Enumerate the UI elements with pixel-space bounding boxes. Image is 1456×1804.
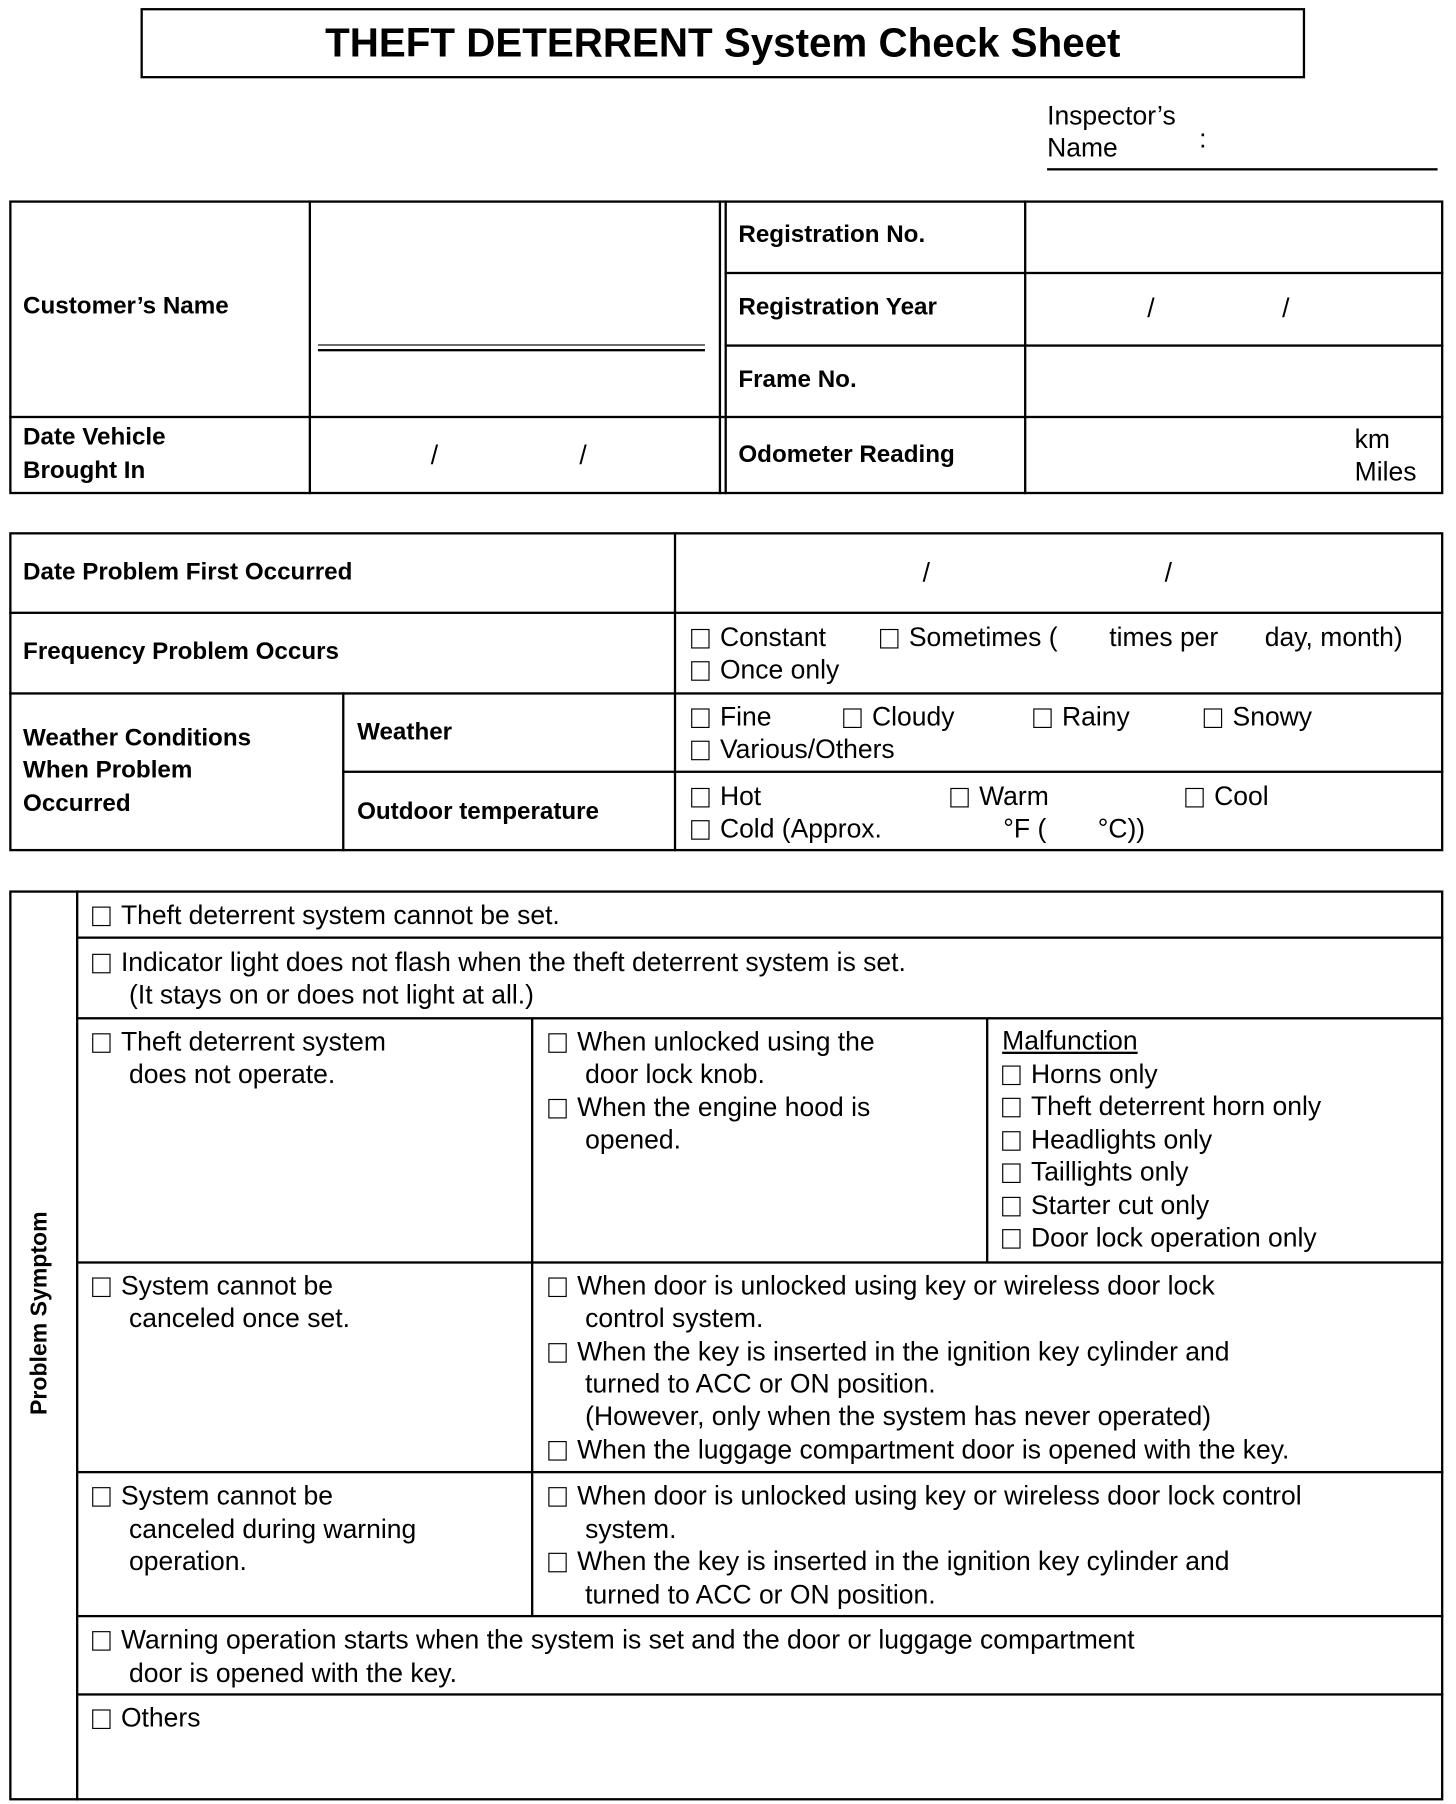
option-label: When the engine hood is [577, 1092, 871, 1122]
option-label: When door is unlocked using key or wireless door lock control [577, 1480, 1302, 1511]
option-label: System cannot be [120, 1270, 334, 1301]
malfunction-option[interactable] [1002, 1057, 1157, 1089]
option-cloudy[interactable] [843, 700, 954, 732]
checkbox[interactable] [548, 1487, 566, 1507]
deg-c-text: °C)) [1097, 813, 1146, 844]
outdoor-temp-label: Outdoor temperature [357, 798, 600, 825]
symptom-cannot-set[interactable] [92, 898, 560, 930]
checkbox[interactable] [950, 788, 968, 808]
option-label: Rainy [1062, 701, 1130, 732]
checkbox[interactable] [1002, 1163, 1020, 1183]
divider [9, 692, 1443, 694]
date-first-label: Date Problem First Occurred [23, 558, 353, 586]
option-label: When door is unlocked using key or wireless door lock [577, 1270, 1215, 1301]
weather-conditions-label: Weather Conditions [23, 724, 252, 752]
option-label-cont: opened. [585, 1124, 681, 1155]
frequency-label: Frequency Problem Occurs [23, 638, 339, 665]
option-cold[interactable] [691, 812, 882, 844]
option-label: Indicator light does not flash when the theft deterrent system is set. [120, 946, 906, 977]
date-brought-in-label: Date Vehicle [23, 423, 166, 451]
option-label-cont: turned to ACC or ON position. [585, 1368, 936, 1399]
option-label: Starter cut only [1030, 1189, 1210, 1220]
slash: / [922, 557, 931, 588]
option-ignition-warning[interactable] [548, 1545, 1229, 1577]
checkbox[interactable] [92, 1033, 110, 1053]
option-key-unlock[interactable] [548, 1269, 1214, 1301]
option-label: Taillights only [1030, 1156, 1189, 1187]
inspector-name-field[interactable] [1047, 168, 1437, 170]
registration-no-label: Registration No. [738, 221, 926, 248]
option-label-cont: door is opened with the key. [129, 1657, 457, 1688]
option-once[interactable] [691, 653, 839, 685]
checkbox[interactable] [548, 1099, 566, 1119]
checkbox[interactable] [548, 1277, 566, 1297]
divider [9, 416, 1443, 418]
symptom-warning-starts[interactable] [92, 1623, 1134, 1655]
option-warm[interactable] [950, 780, 1048, 812]
page-title: THEFT DETERRENT System Check Sheet [141, 8, 1306, 78]
option-label: Warning operation starts when the system is set and the door or luggage compartment [120, 1624, 1135, 1655]
option-label: Others [120, 1702, 201, 1733]
option-label-cont: (It stays on or does not light at all.) [129, 979, 534, 1010]
checkbox[interactable] [92, 1487, 110, 1507]
checkbox[interactable] [691, 788, 709, 808]
option-sometimes[interactable] [880, 621, 1058, 653]
customer-name-label: Customer’s Name [23, 292, 229, 320]
miles-unit: Miles [1354, 456, 1417, 487]
checkbox[interactable] [92, 907, 110, 927]
slash: / [1147, 292, 1155, 323]
malfunction-option[interactable] [1002, 1155, 1188, 1187]
checkbox[interactable] [843, 708, 861, 728]
option-label: Theft deterrent system cannot be set. [120, 899, 560, 930]
weather-label: Weather [357, 718, 453, 746]
malfunction-heading: Malfunction [1002, 1025, 1138, 1056]
times-per-text: times per [1109, 622, 1219, 652]
option-label-cont: canceled once set. [129, 1302, 350, 1333]
option-ignition[interactable] [548, 1335, 1229, 1367]
problem-symptom-label: Problem Symptom [27, 1211, 53, 1415]
divider [1024, 200, 1026, 494]
divider [719, 200, 721, 494]
checkbox[interactable] [1002, 1197, 1020, 1217]
km-unit: km [1354, 423, 1390, 454]
option-cool[interactable] [1185, 780, 1268, 812]
option-label: Cool [1214, 780, 1269, 811]
checkbox[interactable] [691, 741, 709, 761]
option-label: Hot [719, 780, 762, 811]
divider [725, 272, 1444, 274]
option-label: Cloudy [871, 701, 955, 732]
checkbox[interactable] [548, 1441, 566, 1461]
slash: / [1282, 292, 1290, 323]
malfunction-option[interactable] [1002, 1123, 1212, 1155]
checkbox[interactable] [880, 629, 898, 649]
option-label: Snowy [1232, 701, 1313, 732]
option-key-unlock-warning[interactable] [548, 1479, 1301, 1511]
divider [76, 1615, 1443, 1617]
option-label: Door lock operation only [1030, 1222, 1317, 1253]
option-label: When the key is inserted in the ignition key cylinder and [577, 1545, 1230, 1576]
day-month-text: day, month) [1264, 622, 1403, 652]
date-brought-in-label-2: Brought In [23, 457, 146, 484]
symptom-indicator[interactable] [92, 946, 906, 978]
symptom-not-operate[interactable] [92, 1025, 386, 1057]
checkbox[interactable] [1002, 1066, 1020, 1086]
symptom-cannot-cancel-warning[interactable] [92, 1479, 333, 1511]
option-label-cont: (However, only when the system has never operated) [585, 1400, 1212, 1431]
checkbox[interactable] [1002, 1229, 1020, 1249]
odometer-label: Odometer Reading [738, 441, 955, 468]
option-label: Warm [979, 780, 1049, 811]
divider [76, 1471, 1443, 1473]
checkbox[interactable] [92, 1631, 110, 1651]
option-luggage[interactable] [548, 1433, 1289, 1465]
divider [9, 612, 1443, 614]
checkbox[interactable] [691, 820, 709, 840]
option-constant[interactable] [691, 621, 826, 653]
option-label: Fine [719, 701, 772, 732]
checkbox[interactable] [1185, 788, 1203, 808]
checkbox[interactable] [691, 661, 709, 681]
option-label: Headlights only [1030, 1124, 1213, 1155]
option-label-cont: canceled during warning [129, 1513, 417, 1544]
option-various[interactable] [691, 733, 895, 765]
malfunction-option[interactable] [1002, 1090, 1321, 1122]
divider [986, 1018, 988, 1262]
option-label: When the key is inserted in the ignition key cylinder and [577, 1336, 1230, 1367]
option-label: System cannot be [120, 1480, 334, 1511]
option-label-cont: does not operate. [129, 1058, 336, 1089]
option-rainy[interactable] [1033, 700, 1130, 732]
option-label-cont: door lock knob. [585, 1058, 765, 1089]
option-label: When the luggage compartment door is opened with the key. [577, 1434, 1290, 1465]
checkbox[interactable] [92, 1277, 110, 1297]
option-label-cont: system. [585, 1513, 677, 1544]
option-label: Constant [719, 622, 826, 652]
checkbox[interactable] [548, 1553, 566, 1573]
checkbox[interactable] [548, 1033, 566, 1053]
option-fine[interactable] [691, 700, 771, 732]
option-label: Horns only [1030, 1058, 1158, 1089]
divider [725, 344, 1444, 346]
divider [76, 890, 78, 1800]
option-label: When unlocked using the [577, 1026, 875, 1057]
registration-year-label: Registration Year [738, 293, 937, 321]
option-door-knob[interactable] [548, 1025, 874, 1057]
divider [342, 771, 1443, 773]
frame-no-label: Frame No. [738, 366, 857, 393]
checkbox[interactable] [92, 1709, 110, 1729]
option-label: Sometimes ( [908, 622, 1058, 652]
checkbox[interactable] [1002, 1131, 1020, 1151]
option-label-cont: operation. [129, 1545, 247, 1576]
slash: / [579, 440, 587, 470]
divider [76, 1261, 1443, 1263]
option-label-cont: turned to ACC or ON position. [585, 1579, 936, 1610]
divider [76, 936, 1443, 938]
deg-f-text: °F ( [1003, 813, 1047, 844]
name-line [318, 344, 705, 345]
option-engine-hood[interactable] [548, 1091, 870, 1123]
option-snowy[interactable] [1204, 700, 1312, 732]
weather-conditions-label-3: Occurred [23, 790, 131, 817]
divider [76, 1017, 1443, 1019]
symptom-others[interactable] [92, 1701, 200, 1733]
weather-conditions-label-2: When Problem [23, 756, 193, 784]
option-hot[interactable] [691, 780, 761, 812]
checkbox[interactable] [691, 708, 709, 728]
checkbox[interactable] [1204, 708, 1222, 728]
inspector-colon: : [1199, 123, 1207, 154]
divider [76, 1693, 1443, 1695]
option-label: Once only [719, 654, 840, 685]
malfunction-option[interactable] [1002, 1221, 1317, 1253]
inspector-label-2: Name [1047, 132, 1118, 163]
option-label: Cold (Approx. [719, 813, 882, 844]
symptom-cannot-cancel-set[interactable] [92, 1269, 333, 1301]
slash: / [430, 440, 439, 470]
option-label: Various/Others [719, 733, 895, 764]
checkbox[interactable] [92, 954, 110, 974]
divider [531, 1018, 533, 1616]
divider [725, 200, 727, 494]
option-label-cont: control system. [585, 1302, 764, 1333]
checkbox[interactable] [1033, 708, 1051, 728]
malfunction-option[interactable] [1002, 1189, 1209, 1221]
checkbox[interactable] [1002, 1098, 1020, 1118]
divider [309, 200, 311, 494]
name-line [318, 349, 705, 351]
checkbox[interactable] [691, 629, 709, 649]
inspector-label: Inspector’s [1047, 100, 1176, 131]
slash: / [1164, 557, 1172, 588]
checkbox[interactable] [548, 1343, 566, 1363]
option-label: Theft deterrent system [120, 1026, 386, 1057]
option-label: Theft deterrent horn only [1030, 1090, 1322, 1121]
